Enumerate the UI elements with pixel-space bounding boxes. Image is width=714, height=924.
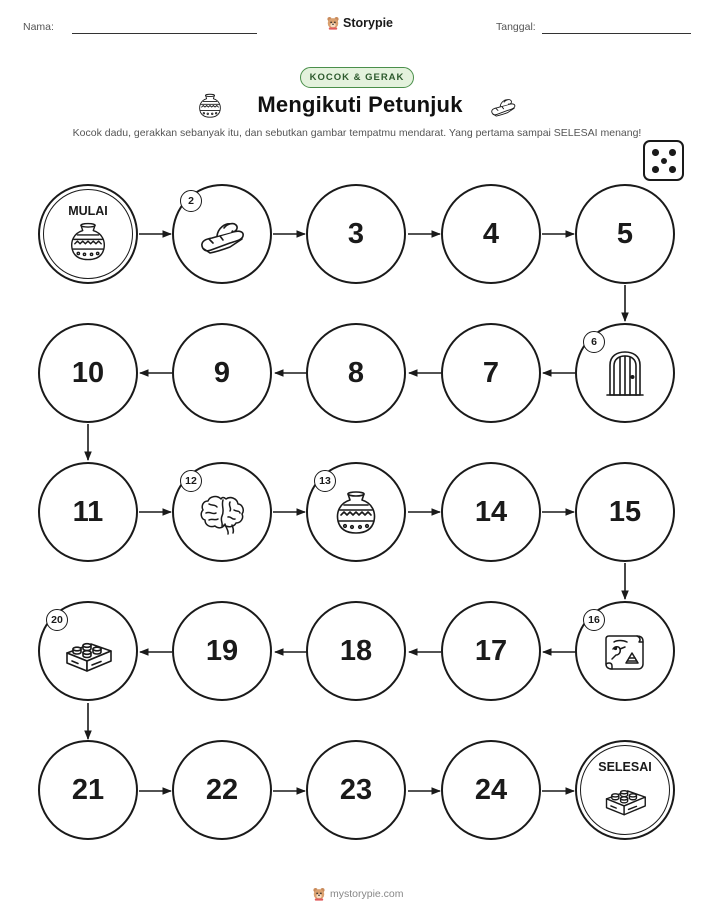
space-number-badge: 12 — [180, 470, 202, 492]
board-space-8 — [306, 323, 406, 423]
space-number: 23 — [339, 773, 373, 806]
category-badge: KOCOK & GERAK — [300, 67, 414, 88]
space-number: 11 — [72, 495, 104, 528]
brain-icon — [197, 488, 247, 538]
name-label: Nama: — [23, 21, 54, 33]
space-number-badge: 6 — [583, 331, 605, 353]
bear-mascot-icon — [312, 886, 326, 902]
space-number: 10 — [71, 356, 105, 389]
space-number: 7 — [482, 356, 500, 389]
space-number: 21 — [71, 773, 105, 806]
start-label: MULAI — [68, 204, 108, 218]
instructions: Kocok dadu, gerakkan sebanyak itu, dan sebutkan gambar tempatmu mendarat. Yang pertama sampai SELESAI menang! — [72, 127, 642, 139]
board-space-3 — [306, 184, 406, 284]
vase-icon — [196, 92, 224, 120]
board-space-24 — [441, 740, 541, 840]
space-number: 8 — [347, 356, 365, 389]
lego-brick-icon — [600, 776, 650, 820]
board-space-start — [38, 184, 138, 284]
board-space-23 — [306, 740, 406, 840]
sandal-icon — [487, 92, 519, 120]
board-space-17 — [441, 601, 541, 701]
date-field[interactable] — [542, 33, 691, 34]
treasure-map-icon — [600, 627, 650, 677]
dice-pip — [669, 166, 676, 173]
page-title: Mengikuti Petunjuk — [257, 92, 463, 117]
board-space-9 — [172, 323, 272, 423]
board-space-10 — [38, 323, 138, 423]
space-number: 15 — [608, 495, 642, 528]
board-space-5 — [575, 184, 675, 284]
space-number-badge: 13 — [314, 470, 336, 492]
sandal-icon — [197, 210, 247, 260]
board-space-22 — [172, 740, 272, 840]
footer — [312, 883, 404, 905]
board-space-19 — [172, 601, 272, 701]
bear-mascot-icon — [326, 14, 340, 32]
dice-pip — [669, 149, 676, 156]
board-space-21 — [38, 740, 138, 840]
dice-pip — [652, 166, 659, 173]
board-space-18 — [306, 601, 406, 701]
vase-icon — [63, 220, 113, 264]
date-label: Tanggal: — [496, 21, 536, 33]
space-number: 14 — [474, 495, 508, 528]
brand-logo — [326, 13, 393, 33]
dice-icon — [643, 140, 684, 181]
finish-label: SELESAI — [598, 760, 652, 774]
space-number: 3 — [347, 217, 365, 250]
space-number: 24 — [474, 773, 508, 806]
board-space-15 — [575, 462, 675, 562]
space-number: 4 — [482, 217, 500, 250]
brand-name: Storypie — [343, 16, 394, 30]
footer-url: mystorypie.com — [330, 888, 404, 900]
space-number: 5 — [616, 217, 634, 250]
space-number: 18 — [339, 634, 373, 667]
door-icon — [600, 349, 650, 399]
board-space-finish — [575, 740, 675, 840]
dice-pip — [661, 158, 668, 165]
space-number: 17 — [474, 634, 508, 667]
space-number-badge: 16 — [583, 609, 605, 631]
space-number: 22 — [205, 773, 239, 806]
board-space-14 — [441, 462, 541, 562]
board-space-4 — [441, 184, 541, 284]
name-field[interactable] — [72, 33, 257, 34]
dice-pip — [652, 149, 659, 156]
board-space-7 — [441, 323, 541, 423]
space-number: 9 — [213, 356, 231, 389]
space-number-badge: 2 — [180, 190, 202, 212]
vase-icon — [331, 488, 381, 538]
space-number-badge: 20 — [46, 609, 68, 631]
space-number: 19 — [205, 634, 239, 667]
board-space-11 — [38, 462, 138, 562]
lego-brick-icon — [63, 627, 113, 677]
